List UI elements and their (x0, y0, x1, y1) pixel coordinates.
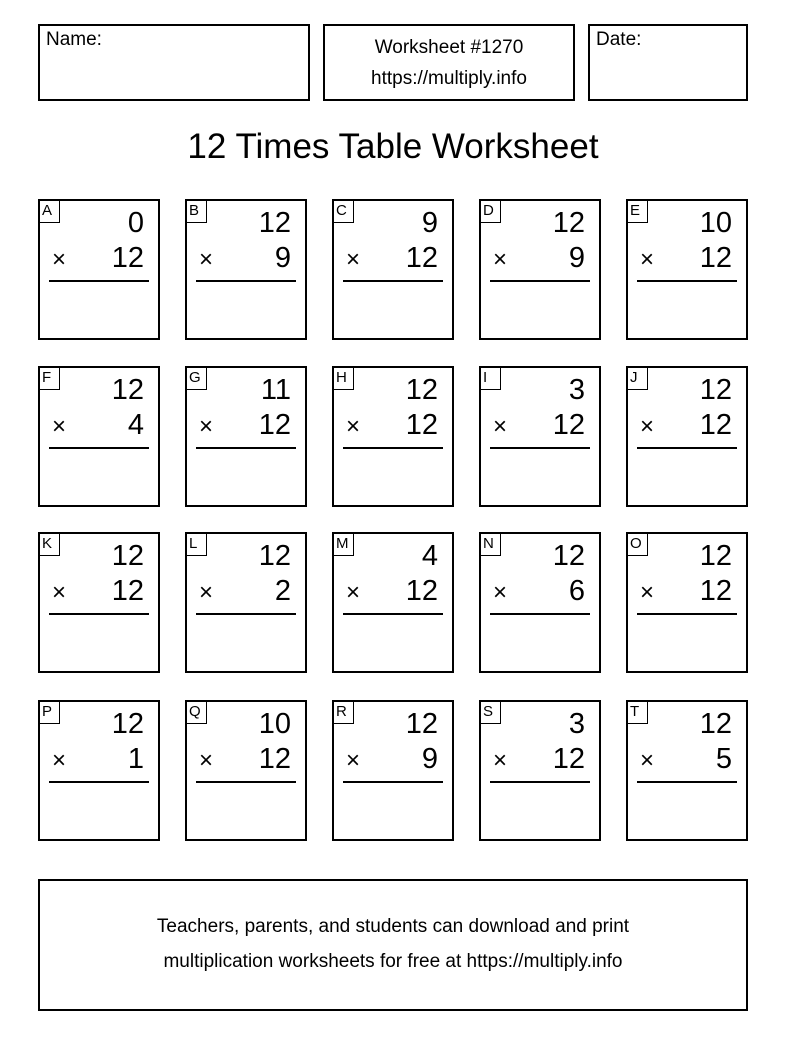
multiply-sign: × (199, 579, 214, 606)
multiply-sign: × (640, 579, 655, 606)
problem-card[interactable] (332, 532, 454, 673)
multiply-sign: × (346, 413, 361, 440)
problem-top-number: 12 (552, 207, 585, 239)
problem-bottom-number: 9 (421, 743, 438, 775)
answer-line (49, 447, 149, 449)
problem-letter: K (38, 532, 60, 556)
problem-card[interactable] (185, 199, 307, 340)
problem-letter: L (185, 532, 207, 556)
answer-line (343, 447, 443, 449)
problem-letter: M (332, 532, 354, 556)
multiply-sign: × (493, 413, 508, 440)
page-title: 12 Times Table Worksheet (187, 127, 599, 166)
problem-bottom-number: 12 (405, 409, 438, 441)
problem-top-number: 12 (552, 540, 585, 572)
answer-line (490, 613, 590, 615)
answer-line (343, 280, 443, 282)
multiply-sign: × (493, 747, 508, 774)
problem-top-number: 3 (568, 374, 585, 406)
problem-bottom-number: 2 (274, 575, 291, 607)
problem-card[interactable] (332, 366, 454, 507)
problem-bottom-number: 12 (699, 242, 732, 274)
answer-line (637, 781, 737, 783)
problem-bottom-number: 4 (127, 409, 144, 441)
problem-bottom-number: 12 (258, 743, 291, 775)
problem-bottom-number: 12 (405, 575, 438, 607)
answer-line (49, 781, 149, 783)
problem-card[interactable] (626, 199, 748, 340)
multiply-sign: × (52, 747, 67, 774)
problem-card[interactable] (479, 532, 601, 673)
problem-bottom-number: 12 (111, 242, 144, 274)
answer-line (196, 447, 296, 449)
multiply-sign: × (199, 246, 214, 273)
problem-card[interactable] (185, 532, 307, 673)
problem-letter: D (479, 199, 501, 223)
worksheet-number: Worksheet #1270 (374, 37, 524, 58)
answer-line (490, 447, 590, 449)
problem-letter: F (38, 366, 60, 390)
multiply-sign: × (640, 747, 655, 774)
worksheet-info-box (323, 24, 575, 101)
multiply-sign: × (52, 246, 67, 273)
multiply-sign: × (346, 747, 361, 774)
problem-card[interactable] (38, 366, 160, 507)
answer-line (49, 613, 149, 615)
problem-card[interactable] (38, 199, 160, 340)
problem-bottom-number: 6 (568, 575, 585, 607)
name-box[interactable] (38, 24, 310, 101)
answer-line (49, 280, 149, 282)
footer-line-1: Teachers, parents, and students can download and print (156, 916, 630, 937)
problem-letter: B (185, 199, 207, 223)
problem-top-number: 12 (405, 708, 438, 740)
problem-top-number: 12 (405, 374, 438, 406)
problem-letter: A (38, 199, 60, 223)
multiply-sign: × (493, 579, 508, 606)
problem-letter: H (332, 366, 354, 390)
problem-top-number: 10 (699, 207, 732, 239)
answer-line (196, 613, 296, 615)
multiply-sign: × (52, 579, 67, 606)
problem-bottom-number: 12 (111, 575, 144, 607)
problem-top-number: 12 (258, 540, 291, 572)
problem-top-number: 4 (421, 540, 438, 572)
problem-card[interactable] (479, 700, 601, 841)
footer-line-2: multiplication worksheets for free at https://multiply.info (163, 951, 623, 972)
multiply-sign: × (346, 246, 361, 273)
problem-card[interactable] (332, 199, 454, 340)
problem-bottom-number: 9 (568, 242, 585, 274)
problem-bottom-number: 12 (699, 575, 732, 607)
problem-top-number: 12 (111, 540, 144, 572)
problem-bottom-number: 12 (552, 409, 585, 441)
multiply-sign: × (199, 413, 214, 440)
problem-top-number: 0 (127, 207, 144, 239)
multiply-sign: × (640, 413, 655, 440)
answer-line (490, 781, 590, 783)
problem-letter: R (332, 700, 354, 724)
answer-line (490, 280, 590, 282)
problem-card[interactable] (479, 366, 601, 507)
problem-letter: Q (185, 700, 207, 724)
problem-letter: N (479, 532, 501, 556)
problem-bottom-number: 12 (258, 409, 291, 441)
problem-letter: O (626, 532, 648, 556)
multiply-sign: × (346, 579, 361, 606)
answer-line (196, 781, 296, 783)
answer-line (196, 280, 296, 282)
problem-card[interactable] (626, 366, 748, 507)
problem-bottom-number: 9 (274, 242, 291, 274)
problem-top-number: 9 (421, 207, 438, 239)
problem-top-number: 12 (258, 207, 291, 239)
problem-bottom-number: 12 (405, 242, 438, 274)
problem-bottom-number: 12 (552, 743, 585, 775)
multiply-sign: × (199, 747, 214, 774)
problem-top-number: 12 (111, 374, 144, 406)
problem-letter: P (38, 700, 60, 724)
answer-line (637, 447, 737, 449)
answer-line (343, 613, 443, 615)
problem-letter: T (626, 700, 648, 724)
problem-letter: C (332, 199, 354, 223)
answer-line (343, 781, 443, 783)
problem-card[interactable] (185, 700, 307, 841)
answer-line (637, 613, 737, 615)
name-label: Name: (46, 29, 102, 50)
problem-bottom-number: 12 (699, 409, 732, 441)
multiply-sign: × (493, 246, 508, 273)
problem-card[interactable] (38, 532, 160, 673)
multiply-sign: × (640, 246, 655, 273)
problem-top-number: 12 (699, 708, 732, 740)
problem-card[interactable] (185, 366, 307, 507)
problem-top-number: 11 (260, 374, 291, 406)
problem-card[interactable] (38, 700, 160, 841)
problem-top-number: 10 (258, 708, 291, 740)
problem-letter: G (185, 366, 207, 390)
problem-bottom-number: 5 (715, 743, 732, 775)
problem-top-number: 12 (699, 374, 732, 406)
problem-letter: E (626, 199, 648, 223)
problem-letter: S (479, 700, 501, 724)
problem-card[interactable] (332, 700, 454, 841)
problem-card[interactable] (626, 532, 748, 673)
problem-card[interactable] (626, 700, 748, 841)
multiply-sign: × (52, 413, 67, 440)
problem-top-number: 3 (568, 708, 585, 740)
problem-card[interactable] (479, 199, 601, 340)
problem-top-number: 12 (699, 540, 732, 572)
answer-line (637, 280, 737, 282)
problem-letter: J (626, 366, 648, 390)
problem-top-number: 12 (111, 708, 144, 740)
date-box[interactable] (588, 24, 748, 101)
problem-letter: I (479, 366, 501, 390)
date-label: Date: (596, 29, 642, 50)
worksheet-url: https://multiply.info (371, 68, 527, 89)
footer-box (38, 879, 748, 1011)
problem-bottom-number: 1 (127, 743, 144, 775)
